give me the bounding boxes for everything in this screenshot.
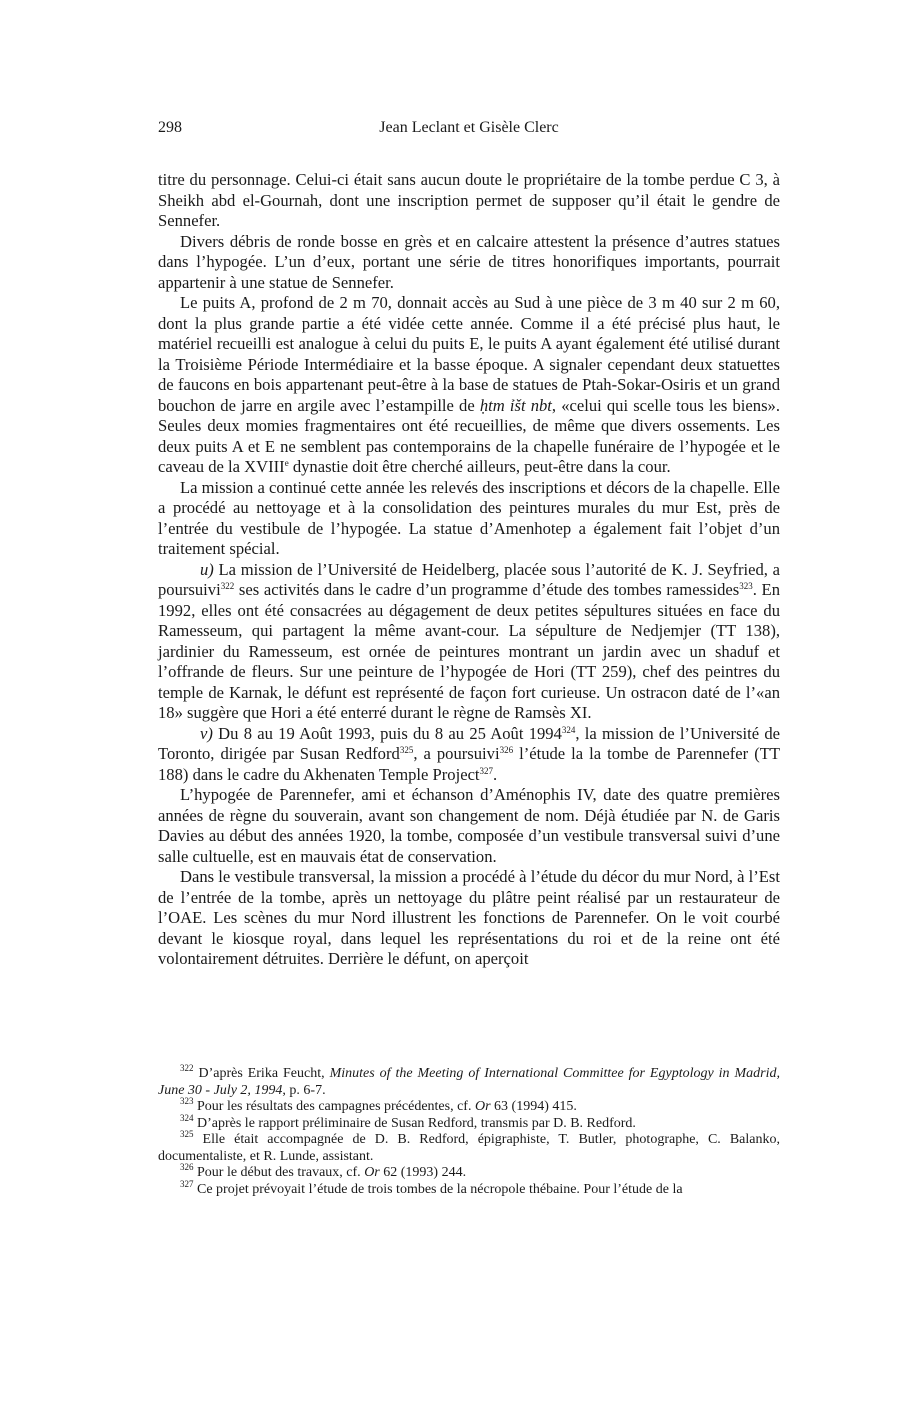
text-run: D’après Erika Feucht, (193, 1066, 330, 1081)
running-head-authors: Jean Leclant et Gisèle Clerc (379, 119, 559, 136)
text-run: Le puits A, profond de 2 m 70, donnait accès au Sud à une pièce de 3 m 40 sur 2 m 60, dont la plus grande partie a été vidée cette année. Comme il a été précisé plus haut, le matériel recueilli est analogue à celui du puits E, le puits A ayant également été utilisé durant la Troisième Période Intermédiaire et la basse époque. A signaler cependant deux statuettes de faucons en bois appartenant peut-être à la base de statues de Ptah-Sokar-Osiris et un grand bouchon de jarre en argile avec l’estampille de (158, 293, 780, 415)
text-run: 63 (1994) 415. (490, 1099, 577, 1114)
footnote (158, 1063, 780, 1099)
footnote-ref[interactable]: 323 (739, 581, 753, 591)
footnote-ref[interactable]: 325 (399, 745, 414, 755)
citation-title: Or (474, 1099, 491, 1114)
paragraph: Dans le vestibule transversal, la mission a procédé à l’étude du décor du mur Nord, à l’Est de l’entrée de la tombe, après un nettoyage du plâtre peint réalisé par un restaurateur de l’OAE. Les scènes du mur Nord illustrent les fonctions de Parennefer. On le voit courbé devant le kiosque royal, dans lequel les représentations du roi et de la reine ont été volontairement détruites. Derrière le défunt, on aperçoit (158, 867, 780, 968)
text-run: , «celui qui scelle tous les biens». Seules deux momies fragmentaires ont été recueillies, de même que divers ossements. Les deux puits A et E ne semblent pas contemporains de la chapelle funéraire de l’hypogée et le caveau de la XVIII (158, 395, 780, 476)
text-run: Ce projet prévoyait l’étude de trois tombes de la nécropole thébaine. Pour l’étude de la (193, 1181, 683, 1197)
text-run: 62 (1993) 244. (379, 1165, 467, 1180)
text-run: . En 1992, elles ont été consacrées au dégagement de deux petites sépultures situées en face du Ramesseum, qui partagent la même avant-cour. La sépulture de Nedjemjer (TT 138), jardinier du Ramesseum, est ornée de peintures montrant un jardin avec un shaduf et l’offrande de fleurs. Sur une peinture de l’hypogée de Hori (TT 259), chef des peintres du temple de Karnak, le défunt est représenté de façon fort curieuse. Un ostracon daté de l’«an 18» suggère que Hori a été enterré durant le règne de Ramsès XI. (158, 580, 780, 722)
text-run: l’étude la la tombe de Parennefer (TT 188) dans le cadre du Akhenaten Temple Project (158, 744, 781, 784)
text-run: . (493, 764, 498, 784)
footnote (158, 1112, 780, 1133)
text-run: La mission de l’Université de Heidelberg, placée sous l’autorité de K. J. Seyfried, a poursuivi (158, 559, 780, 599)
paragraph: Divers débris de ronde bosse en grès et en calcaire attestent la présence d’autres statues dans l’hypogée. L’un d’eux, portant une série de titres honorifiques importants, pourrait appartenir à une statue de Sennefer. (158, 231, 780, 292)
text-run: D’après le rapport préliminaire de Susan Redford, transmis par D. B. Redford. (193, 1115, 636, 1131)
page-number: 298 (158, 119, 182, 136)
footnote-number: 327 (180, 1178, 194, 1189)
superscript: e (284, 458, 289, 468)
footnote (158, 1129, 780, 1165)
text-run: Du 8 au 19 Août 1993, puis du 8 au 25 Août 1994 (212, 723, 562, 743)
footnote-number: 325 (180, 1129, 194, 1139)
text-run: , p. 6-7. (282, 1082, 326, 1098)
footnote-ref[interactable]: 322 (220, 581, 235, 591)
text-run: Elle était accompagnée de D. B. Redford, épigraphiste, T. Butler, photographe, C. Balanko, documentaliste, et R. Lunde, assistant. (158, 1132, 780, 1164)
footnote (158, 1096, 780, 1116)
paragraph: titre du personnage. Celui-ci était sans aucun doute le propriétaire de la tombe perdue C 3, à Sheikh abd el-Gournah, dont une inscription permet de supposer qu’il était le gendre de Sennefer. (158, 170, 780, 230)
paragraph (158, 560, 780, 724)
text-run: Pour les résultats des campagnes précédentes, cf. (193, 1099, 475, 1114)
paragraph: La mission a continué cette année les relevés des inscriptions et décors de la chapelle. Elle a procédé au nettoyage et à la consolidation des peintures murales du mur Est, près de l’entrée du vestibule de l’hypogée. La statue d’Amenhotep a également fait l’objet d’un traitement spécial. (158, 477, 780, 558)
text-run: , a poursuivi (413, 744, 500, 763)
footnote-ref[interactable]: 326 (499, 745, 514, 755)
footnote (158, 1178, 780, 1199)
footnote (158, 1162, 780, 1182)
footnote-number: 322 (180, 1063, 194, 1073)
body-text (158, 170, 780, 970)
footnote-ref[interactable]: 327 (479, 765, 494, 776)
citation-title: Or (364, 1165, 380, 1180)
transliteration: ḥtm ỉšt nbt (479, 395, 552, 415)
footnote-ref[interactable]: 324 (561, 724, 576, 735)
footnote-number: 324 (180, 1112, 194, 1123)
text-run: ses activités dans le cadre d’un programme d’étude des tombes ramessides (234, 580, 740, 599)
paragraph (158, 724, 780, 786)
citation-title: Minutes of the Meeting of International Committee for Egyptology in Madrid, June 30 - July 2, 1994 (158, 1066, 780, 1098)
section-label: v) (200, 723, 213, 743)
text-run: , la mission de l’Université de Toronto, dirigée par Susan Redford (158, 723, 780, 763)
paragraph (158, 293, 780, 478)
paragraph: L’hypogée de Parennefer, ami et échanson d’Aménophis IV, date des quatre premières années de règne du souverain, avant son changement de nom. Déjà étudiée par N. de Garis Davies au début des années 1920, la tombe, composée d’un vestibule transversal suivi d’une salle cultuelle, est en mauvais état de conservation. (158, 785, 780, 866)
footnote-number: 326 (180, 1162, 194, 1172)
text-run: dynastie doit être cherché ailleurs, peut-être dans la cour. (288, 457, 671, 476)
footnotes (158, 1063, 780, 1198)
footnote-number: 323 (180, 1096, 194, 1106)
section-label: u) (200, 559, 214, 579)
text-run: Pour le début des travaux, cf. (193, 1165, 365, 1180)
